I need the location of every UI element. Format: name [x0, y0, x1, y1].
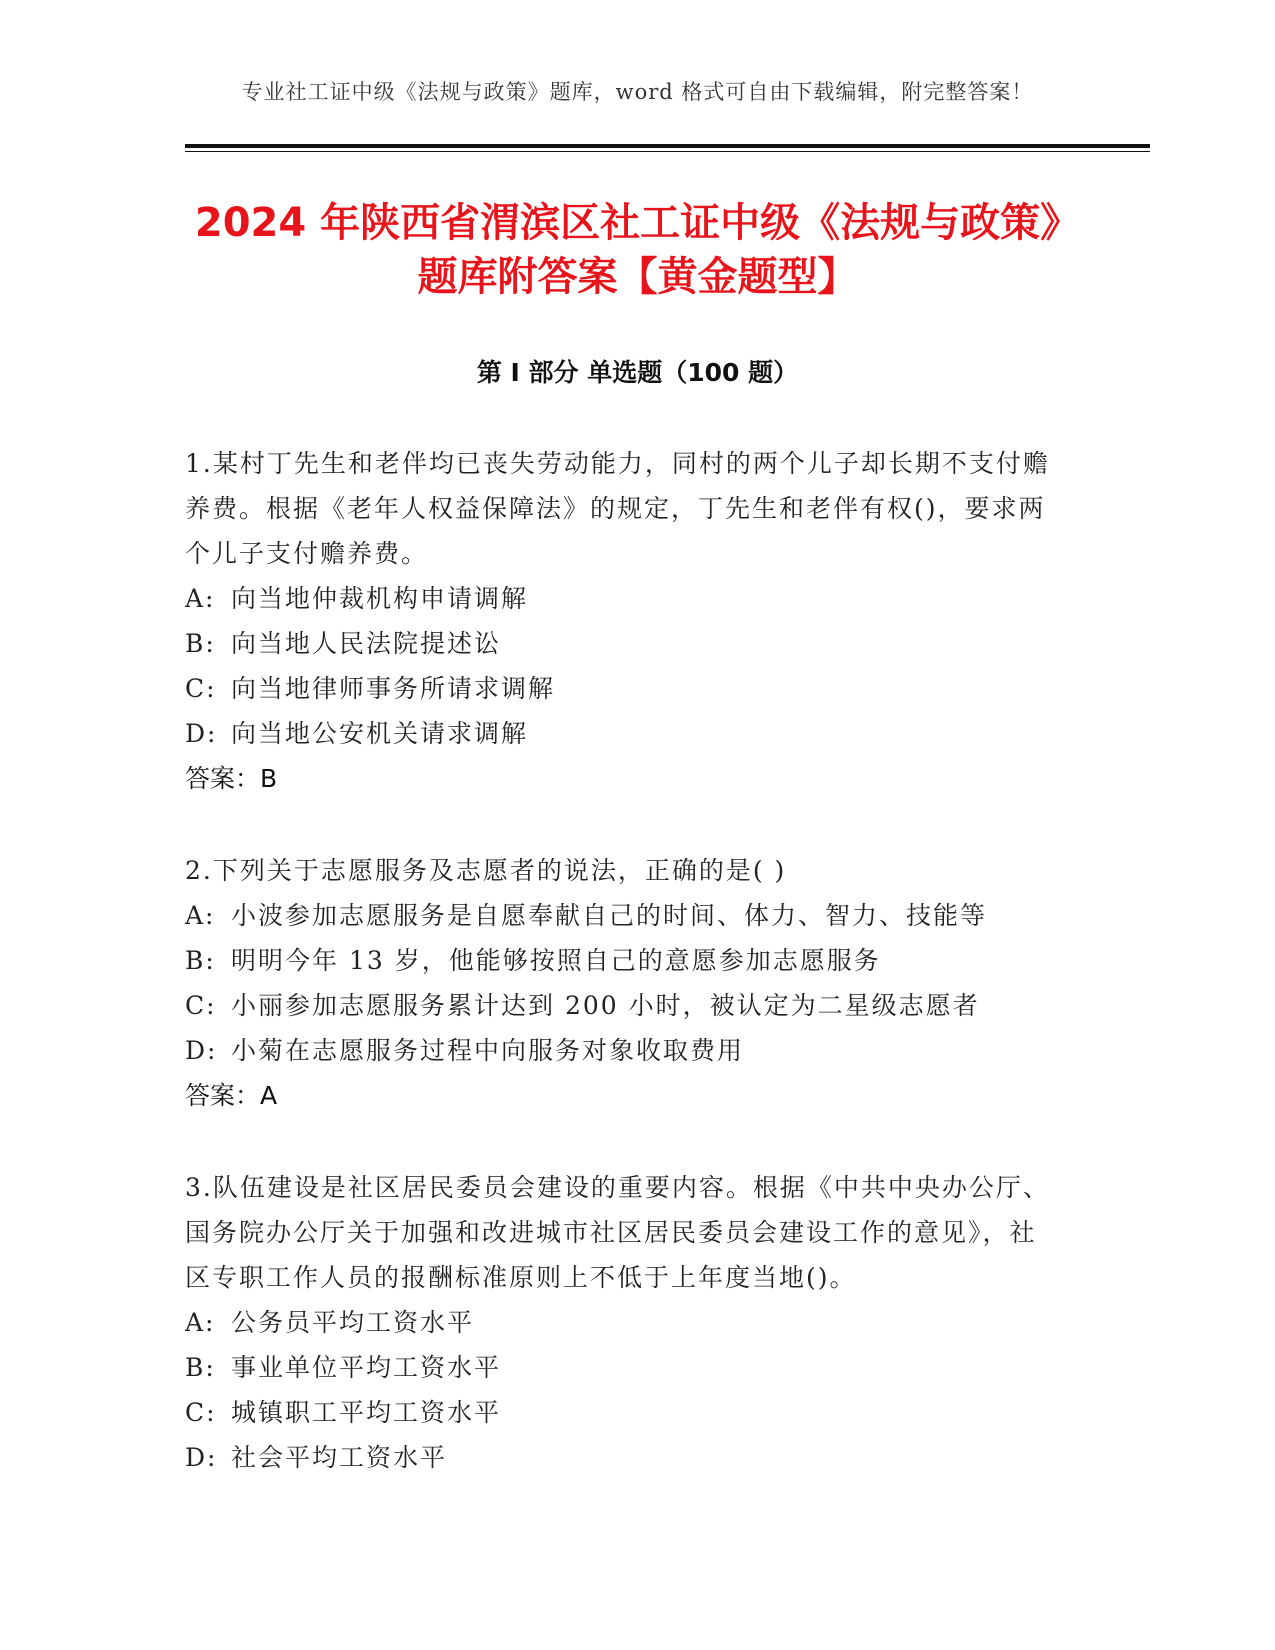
option-a [185, 576, 1050, 621]
option-text: 城镇职工平均工资水平 [231, 1398, 502, 1427]
option-text: 事业单位平均工资水平 [231, 1353, 502, 1382]
option-d [185, 1435, 1050, 1480]
question-stem: 1.某村丁先生和老伴均已丧失劳动能力，同村的两个儿子却长期不支付赡养费。根据《老年人权益保障法》的规定，丁先生和老伴有权()，要求两个儿子支付赡养费。 [185, 449, 1050, 568]
question-list [185, 441, 1050, 1527]
option-a [185, 1300, 1050, 1345]
option-text: 向当地律师事务所请求调解 [231, 674, 556, 703]
option-letter: B: [185, 1353, 216, 1382]
option-letter: A: [185, 1308, 216, 1337]
question-stem: 3.队伍建设是社区居民委员会建设的重要内容。根据《中共中央办公厅、国务院办公厅关于加强和改进城市社区居民委员会建设工作的意见》，社区专职工作人员的报酬标准原则上不低于上年度当地()。 [185, 1173, 1050, 1292]
option-c [185, 1390, 1050, 1435]
option-d [185, 711, 1050, 756]
option-letter: D: [185, 719, 218, 748]
option-b [185, 621, 1050, 666]
header-rule-thin [185, 151, 1150, 152]
option-text: 社会平均工资水平 [231, 1443, 448, 1472]
option-text: 向当地公安机关请求调解 [231, 719, 529, 748]
option-d [185, 1028, 1050, 1073]
option-text: 向当地仲裁机构申请调解 [231, 584, 529, 613]
option-letter: C: [185, 991, 217, 1020]
option-letter: A: [185, 901, 216, 930]
option-c [185, 983, 1050, 1028]
option-a [185, 893, 1050, 938]
option-letter: D: [185, 1036, 218, 1065]
option-letter: B: [185, 629, 216, 658]
option-text: 向当地人民法院提述讼 [231, 629, 502, 658]
option-letter: C: [185, 674, 217, 703]
option-letter: A: [185, 584, 216, 613]
option-text: 明明今年 13 岁，他能够按照自己的意愿参加志愿服务 [231, 946, 881, 975]
option-b [185, 938, 1050, 983]
option-letter: B: [185, 946, 216, 975]
document-title: 2024 年陕西省渭滨区社工证中级《法规与政策》题库附答案【黄金题型】 [194, 200, 1081, 300]
answer-line: 答案：B [185, 764, 278, 793]
header-note: 专业社工证中级《法规与政策》题库，word 格式可自由下载编辑，附完整答案！ [241, 80, 1034, 104]
option-text: 小丽参加志愿服务累计达到 200 小时，被认定为二星级志愿者 [231, 991, 980, 1020]
option-text: 小波参加志愿服务是自愿奉献自己的时间、体力、智力、技能等 [231, 901, 988, 930]
option-letter: D: [185, 1443, 218, 1472]
question-2 [185, 848, 1050, 1118]
question-1 [185, 441, 1050, 801]
answer-line: 答案：A [185, 1081, 278, 1110]
option-text: 公务员平均工资水平 [231, 1308, 475, 1337]
question-3 [185, 1165, 1050, 1480]
option-text: 小菊在志愿服务过程中向服务对象收取费用 [231, 1036, 745, 1065]
section-title: 第 I 部分 单选题（100 题） [476, 358, 799, 387]
option-b [185, 1345, 1050, 1390]
header-rule-thick [185, 144, 1150, 148]
option-letter: C: [185, 1398, 217, 1427]
option-c [185, 666, 1050, 711]
question-stem: 2.下列关于志愿服务及志愿者的说法，正确的是( ) [185, 856, 787, 885]
